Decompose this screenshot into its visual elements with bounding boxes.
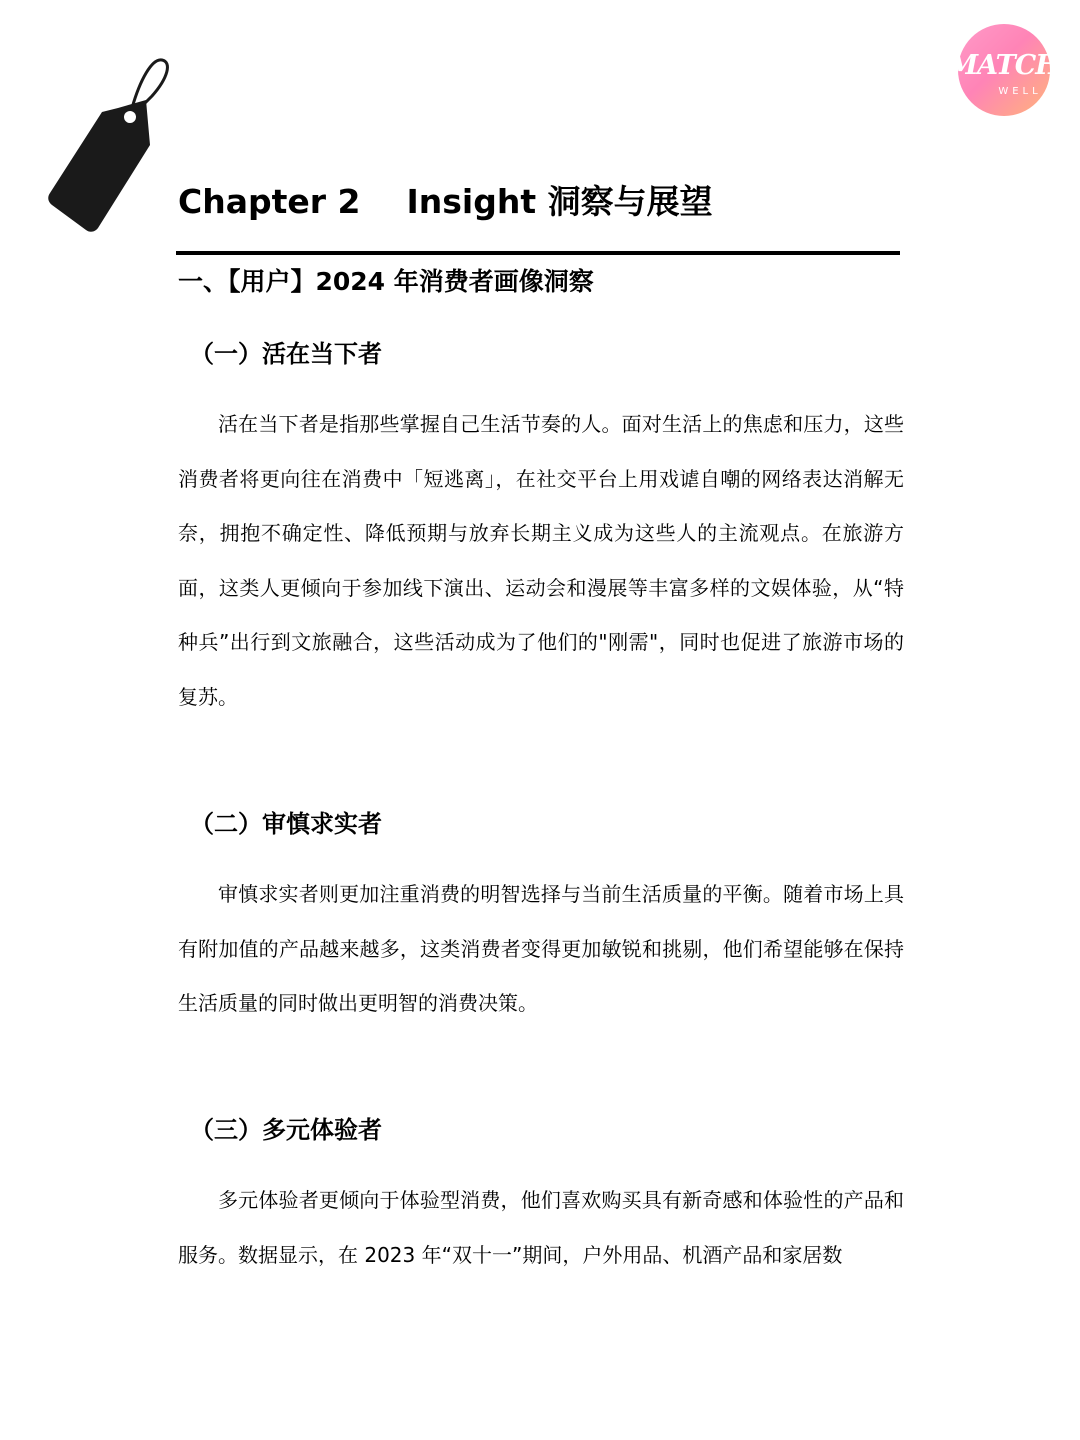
match-well-logo <box>948 24 1060 116</box>
chapter-title-cn: 洞察与展望 <box>547 182 713 221</box>
logo-word-match: MATCH <box>948 50 1060 81</box>
price-tag-icon <box>40 50 180 235</box>
subsection-body-1: 活在当下者是指那些掌握自己生活节奏的人。面对生活上的焦虑和压力，这些消费者将更向往在消费中「短逃离」，在社交平台上用戏谑自嘲的网络表达消解无奈，拥抱不确定性、降低预期与放弃长期主义成为这些人的主流观点。在旅游方面，这类人更倾向于参加线下演出、运动会和漫展等丰富多样的文娱体验，从“特种兵”出行到文旅融合，这些活动成为了他们的"刚需"，同时也促进了旅游市场的复苏。 <box>178 412 904 709</box>
insight-label: Insight <box>406 182 537 221</box>
subsection-heading-1: （一）活在当下者 <box>190 340 382 368</box>
title-divider <box>176 251 900 255</box>
section-heading: 一、【用户】2024 年消费者画像洞察 <box>178 267 594 296</box>
subsection-heading-3: （三）多元体验者 <box>190 1116 382 1144</box>
subsection-body-2: 审慎求实者则更加注重消费的明智选择与当前生活质量的平衡。随着市场上具有附加值的产品越来越多，这类消费者变得更加敏锐和挑剔，他们希望能够在保持生活质量的同时做出更明智的消费决策。 <box>178 882 904 1015</box>
chapter-title <box>178 180 713 224</box>
subsection-heading-2: （二）审慎求实者 <box>190 810 382 838</box>
subsection-body-3: 多元体验者更倾向于体验型消费，他们喜欢购买具有新奇感和体验性的产品和服务。数据显示，在 2023 年“双十一”期间，户外用品、机酒产品和家居数 <box>178 1188 904 1267</box>
chapter-label: Chapter 2 <box>178 182 361 221</box>
logo-word-well: WELL <box>998 86 1042 97</box>
